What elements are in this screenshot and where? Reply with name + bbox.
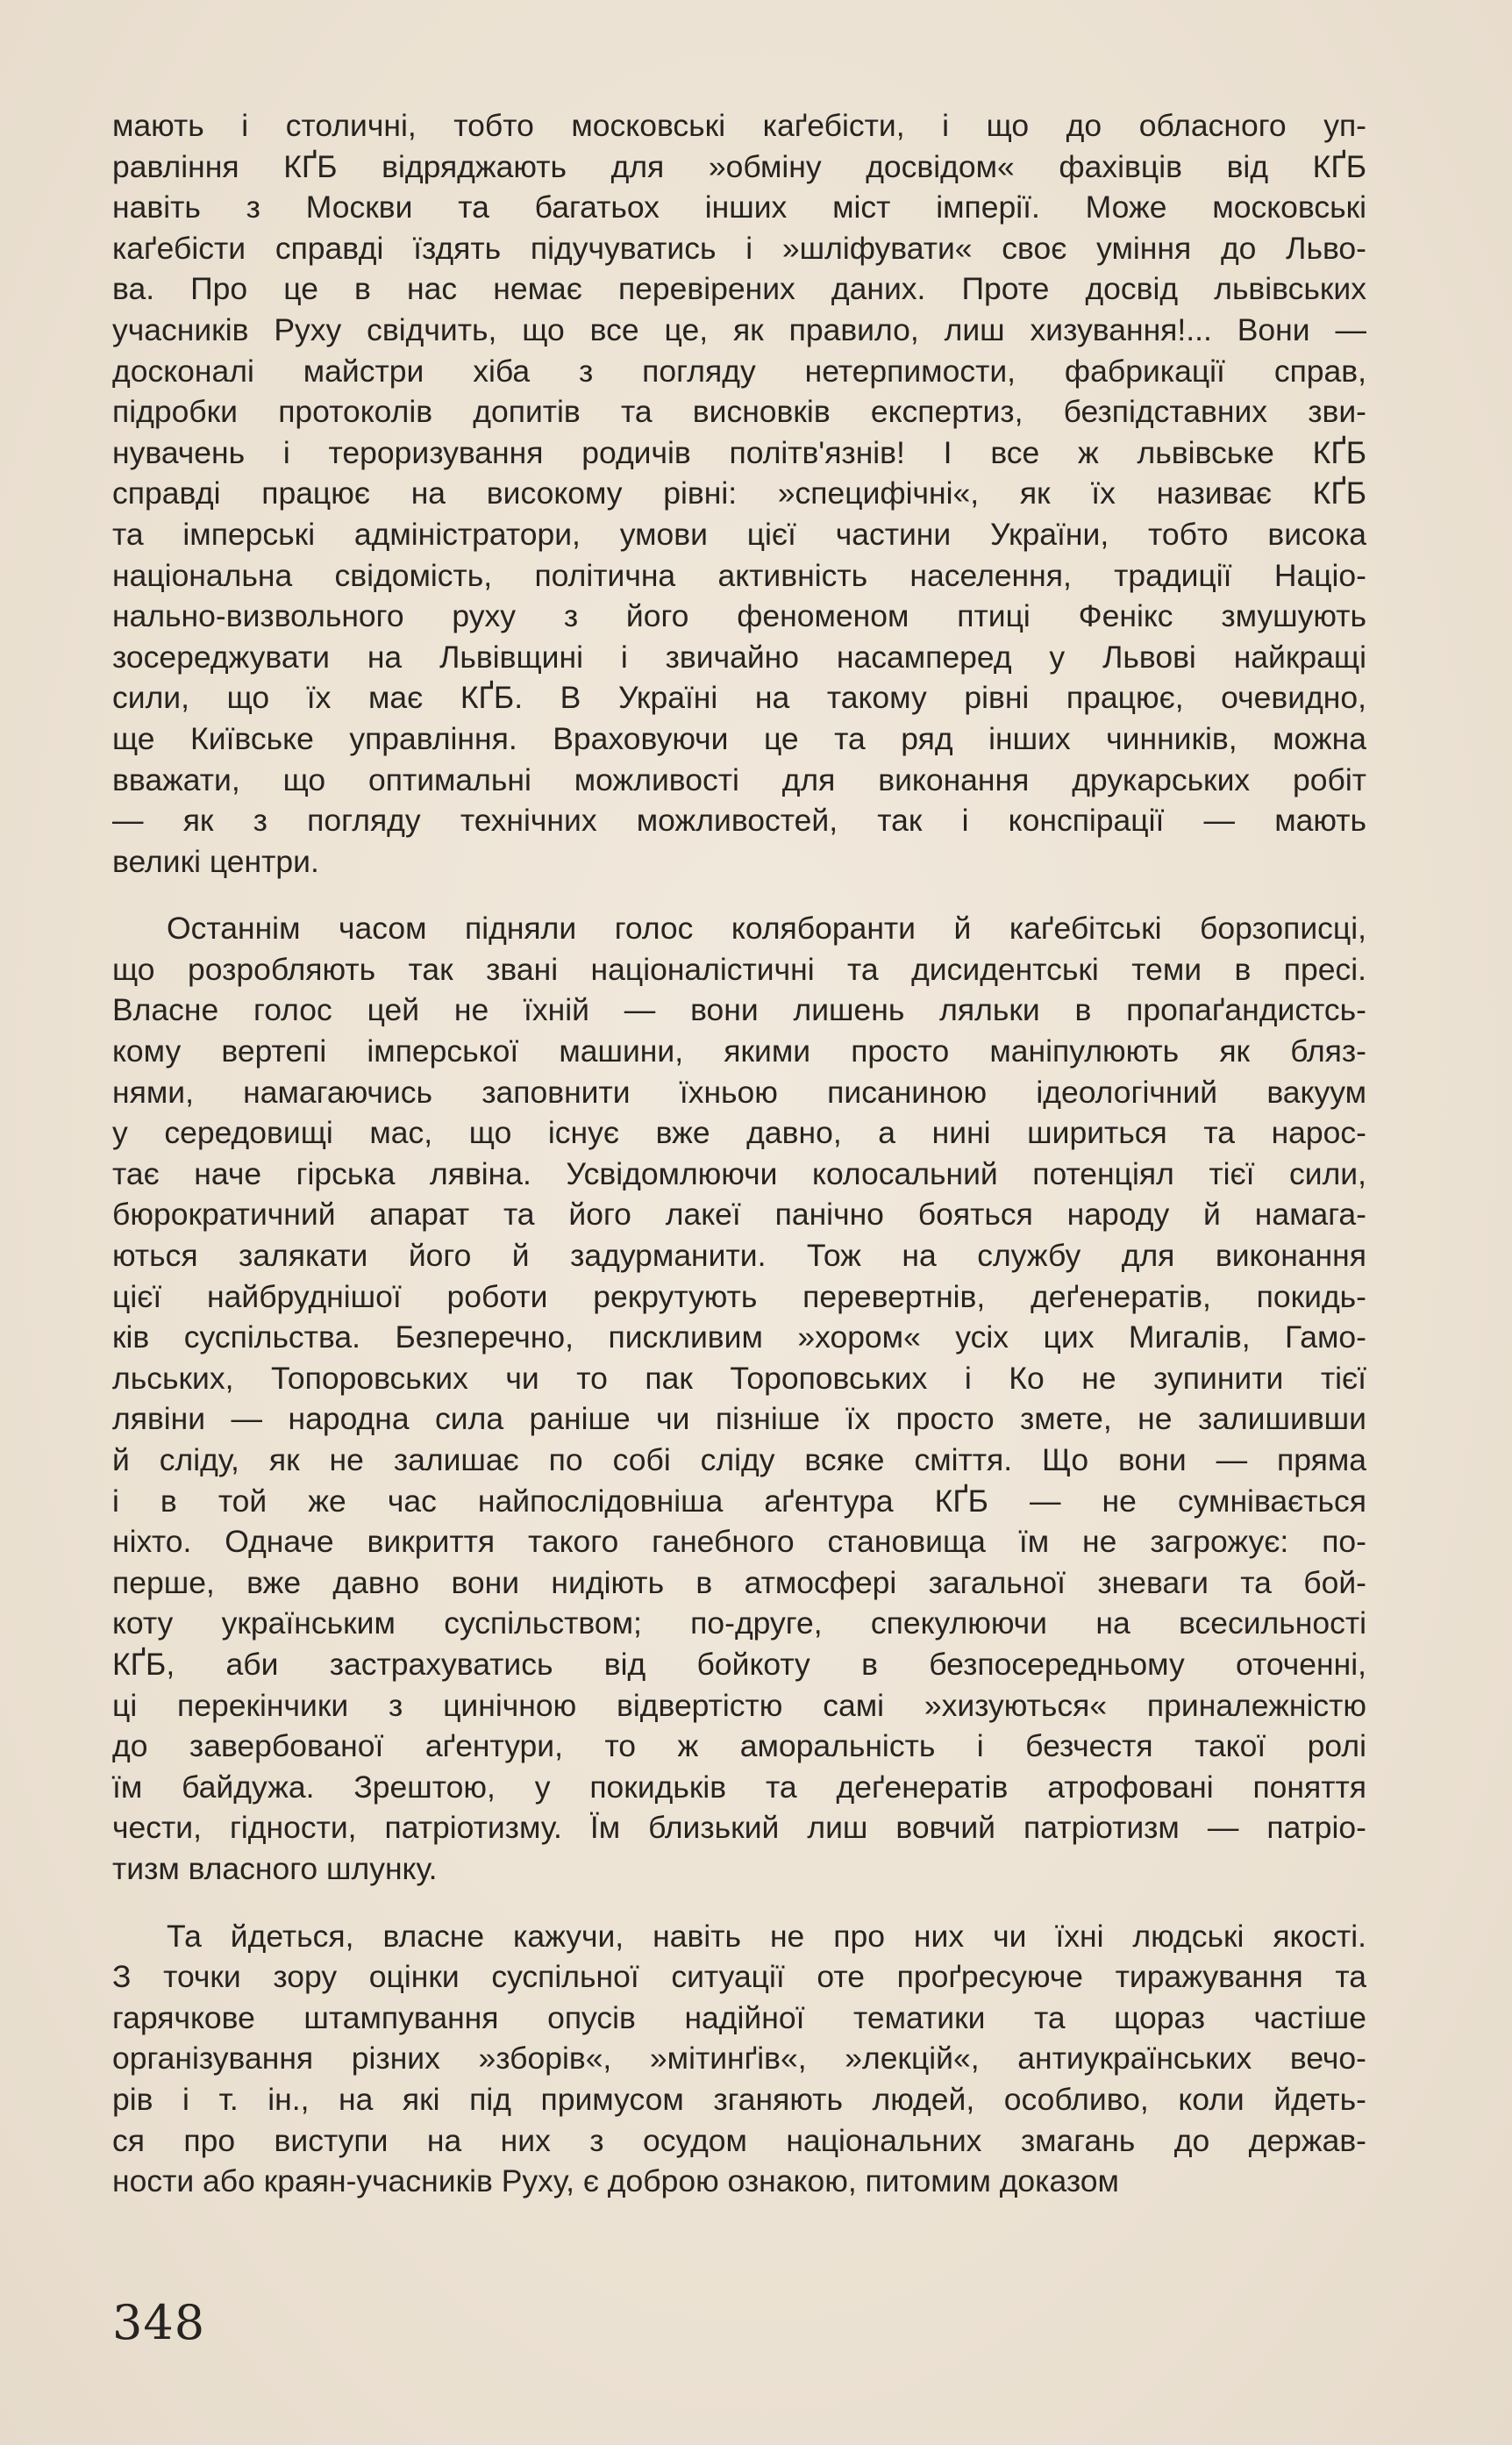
text-line: навіть з Москви та багатьох інших міст імперії. Може московські — [112, 189, 1366, 225]
text-line: тизм власного шлунку. — [112, 1850, 438, 1886]
text-line: ности або краян-учасників Руху, є доброю ознакою, питомим доказом — [112, 2163, 1119, 2199]
text-line: їм байдужа. Зрештою, у покидьків та деґенератів атрофовані поняття — [112, 1769, 1366, 1805]
page-text — [112, 105, 1366, 2202]
text-line: коту українським суспільством; по-друге, спекулюючи на всесильності — [112, 1605, 1366, 1641]
text-line: ва. Про це в нас немає перевірених даних. Проте досвід львівських — [112, 271, 1366, 307]
text-line: зосереджувати на Львівщині і звичайно насамперед у Львові найкращі — [112, 639, 1366, 675]
text-line: З точки зору оцінки суспільної ситуації оте проґресуюче тиражування та — [112, 1959, 1366, 1995]
paragraph-gap — [112, 1890, 1366, 1916]
text-line: та імперські адміністратори, умови цієї частини України, тобто висока — [112, 516, 1366, 552]
text-line: нувачень і тероризування родичів політв'язнів! І все ж львівське КҐБ — [112, 434, 1366, 470]
text-line: до завербованої аґентури, то ж аморальність і безчестя такої ролі — [112, 1728, 1366, 1764]
text-line: цієї найбруднішої роботи рекрутують перевертнів, деґенератів, покидь- — [112, 1278, 1366, 1314]
text-line: льських, Топоровських чи то пак Тороповських і Ко не зупинити тієї — [112, 1360, 1366, 1396]
text-line: ніхто. Одначе викриття такого ганебного становища їм не загрожує: по- — [112, 1524, 1366, 1560]
paragraph — [112, 105, 1366, 882]
text-line: і в той же час найпослідовніша аґентура КҐБ — не сумнівається — [112, 1483, 1366, 1519]
text-line: рів і т. ін., на які під примусом зганяють людей, особливо, коли йдеть- — [112, 2081, 1366, 2117]
text-line: великі центри. — [112, 843, 319, 879]
text-line: ще Київське управління. Враховуючи це та ряд інших чинників, можна — [112, 720, 1366, 756]
text-line: учасників Руху свідчить, що все це, як правило, лиш хизування!... Вони — — [112, 311, 1366, 347]
text-line: національна свідомість, політична активність населення, традиції Націо- — [112, 557, 1366, 593]
text-line: що розробляють так звані націоналістичні та дисидентські теми в пресі. — [112, 951, 1366, 987]
text-line: мають і столичні, тобто московські каґебісти, і що до обласного уп- — [112, 108, 1366, 143]
text-line: лявіни — народна сила раніше чи пізніше їх просто змете, не залишивши — [112, 1401, 1366, 1437]
page-number: 348 — [112, 2295, 206, 2350]
text-line: й сліду, як не залишає по собі сліду всяке сміття. Що вони — пряма — [112, 1442, 1366, 1477]
text-line: чести, гідности, патріотизму. Їм близький лиш вовчий патріотизм — патріо- — [112, 1810, 1366, 1846]
text-line: організування різних »зборів«, »мітинґів«, »лекцій«, антиукраїнських вечо- — [112, 2041, 1366, 2077]
text-line: ся про виступи на них з осудом національних змагань до держав- — [112, 2122, 1366, 2158]
text-line: нально-визвольного руху з його феноменом птиці Фенікс змушують — [112, 598, 1366, 634]
text-line: — як з погляду технічних можливостей, так і конспірації — мають — [112, 803, 1366, 839]
text-line: досконалі майстри хіба з погляду нетерпимости, фабрикації справ, — [112, 353, 1366, 389]
paragraph — [112, 908, 1366, 1889]
text-line: вважати, що оптимальні можливості для виконання друкарських робіт — [112, 761, 1366, 797]
text-line: тає наче гірська лявіна. Усвідомлюючи колосальний потенціял тієї сили, — [112, 1155, 1366, 1191]
text-line: ються залякати його й задурманити. Тож на службу для виконання — [112, 1238, 1366, 1274]
paragraph-gap — [112, 882, 1366, 908]
text-line: ці перекінчики з цинічною відвертістю самі »хизуються« приналежністю — [112, 1687, 1366, 1723]
text-line: Власне голос цей не їхній — вони лишень ляльки в пропаґандистсь- — [112, 992, 1366, 1028]
text-line: у середовищі мас, що існує вже давно, а нині шириться та нарос- — [112, 1115, 1366, 1151]
text-line: КҐБ, аби застрахуватись від бойкоту в безпосередньому оточенні, — [112, 1646, 1366, 1682]
text-line: перше, вже давно вони нидіють в атмосфері загальної зневаги та бой- — [112, 1564, 1366, 1600]
text-line: равління КҐБ відряджають для »обміну досвідом« фахівців від КҐБ — [112, 148, 1366, 184]
text-line: кому вертепі імперської машини, якими просто маніпулюють як бляз- — [112, 1033, 1366, 1069]
text-line: Та йдеться, власне кажучи, навіть не про них чи їхні людські якості. — [167, 1918, 1366, 1954]
text-line: сили, що їх має КҐБ. В Україні на такому рівні працює, очевидно, — [112, 680, 1366, 716]
paragraph — [112, 1916, 1366, 2202]
text-line: підробки протоколів допитів та висновків експертиз, безпідставних зви- — [112, 394, 1366, 430]
text-line: нями, намагаючись заповнити їхньою писаниною ідеологічний вакуум — [112, 1074, 1366, 1110]
text-line: ків суспільства. Безперечно, пискливим »хором« усіх цих Мигалів, Гамо- — [112, 1319, 1366, 1355]
text-line: Останнім часом підняли голос коляборанти й каґебітські борзописці, — [167, 911, 1366, 947]
text-line: гарячкове штампування опусів надійної тематики та щораз частіше — [112, 1999, 1366, 2035]
text-line: каґебісти справді їздять підучуватись і »шліфувати« своє уміння до Льво- — [112, 230, 1366, 266]
text-line: справді працює на високому рівні: »специфічні«, як їх називає КҐБ — [112, 475, 1366, 511]
text-line: бюрократичний апарат та його лакеї панічно бояться народу й намага- — [112, 1197, 1366, 1233]
